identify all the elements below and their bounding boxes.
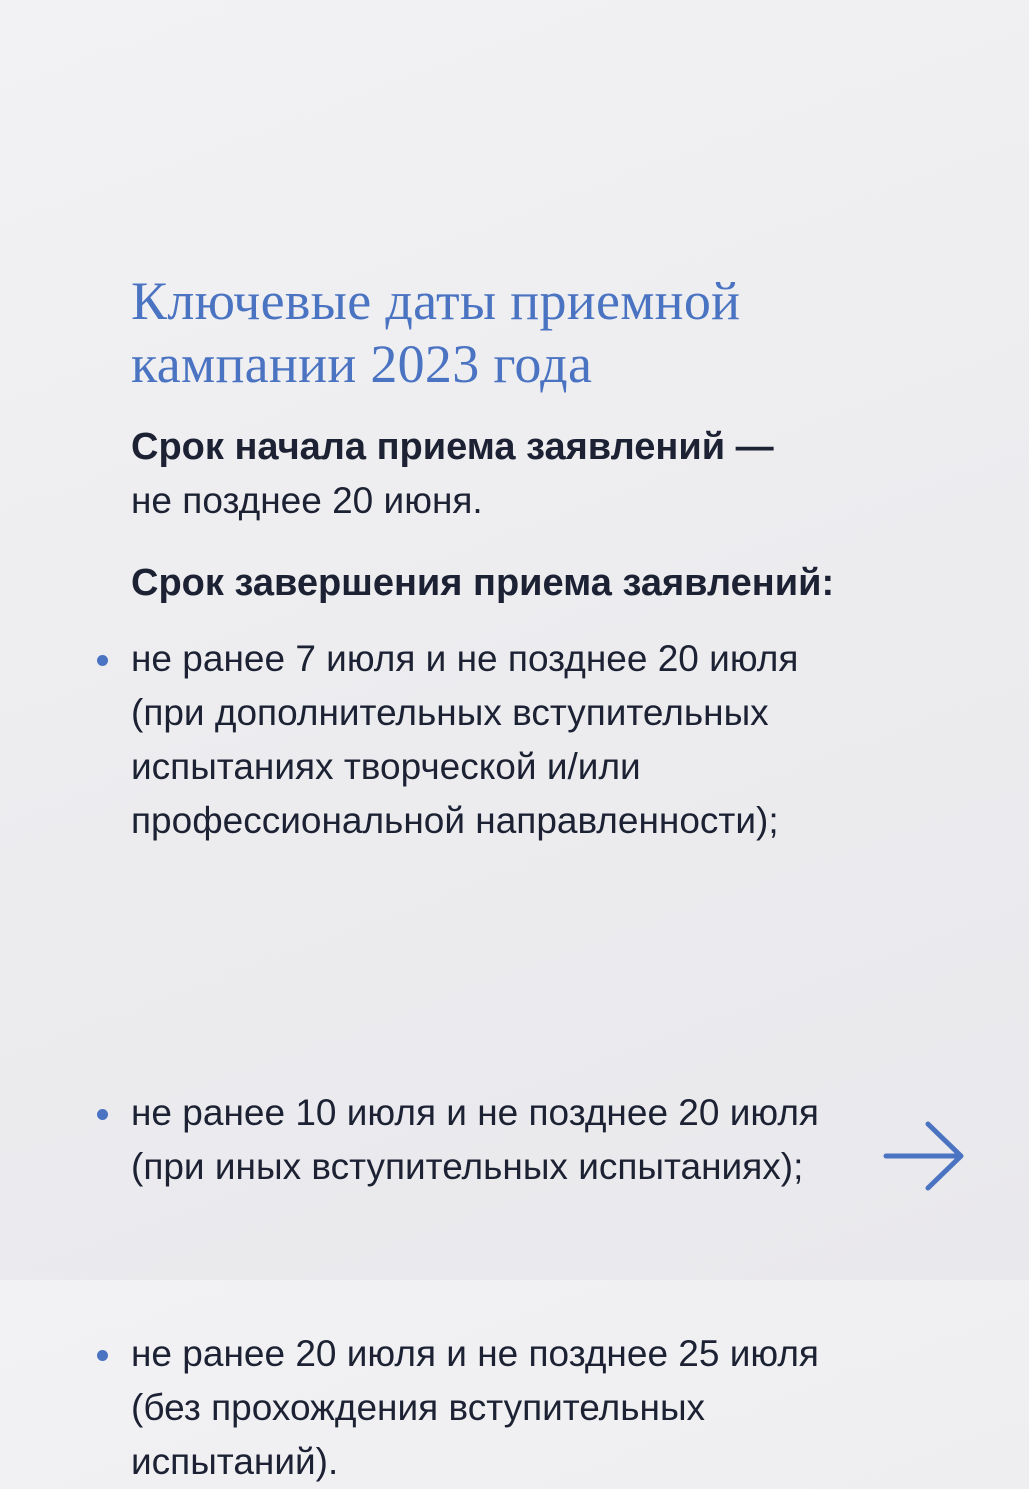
arrow-right-icon [882,1118,968,1194]
list-item [0,1086,1029,1194]
list-item-line: не ранее 10 июля и не позднее 20 июля [131,1092,819,1133]
list-item-text [131,632,1029,848]
list-item-line: испытаний). [131,1441,339,1482]
application-start-heading: Срок начала приема заявлений — [131,426,774,468]
list-item [0,632,1029,848]
list-item-line: профессиональной направленности); [131,800,779,841]
bullet-dot-icon [97,1109,108,1120]
list-item-line: испытаниях творческой и/или [131,746,641,787]
bullet-dot-icon [97,1350,108,1361]
title-line-2: кампании 2023 года [131,334,593,394]
title-line-1: Ключевые даты приемной [131,271,741,331]
application-start-date: не позднее 20 июня. [131,480,483,521]
list-item-line: не ранее 20 июля и не позднее 25 июля [131,1333,819,1374]
list-item-text [131,1327,1029,1489]
list-item-line: (при дополнительных вступительных [131,692,769,733]
application-end-heading: Срок завершения приема заявлений: [131,562,835,604]
application-end-block [131,556,991,610]
list-item-line: (без прохождения вступительных [131,1387,706,1428]
list-item-line: (при иных вступительных испытаниях); [131,1146,804,1187]
next-slide-button[interactable] [882,1118,968,1194]
list-item-line: не ранее 7 июля и не позднее 20 июля [131,638,799,679]
bullet-dot-icon [97,655,108,666]
list-item [0,1327,1029,1489]
